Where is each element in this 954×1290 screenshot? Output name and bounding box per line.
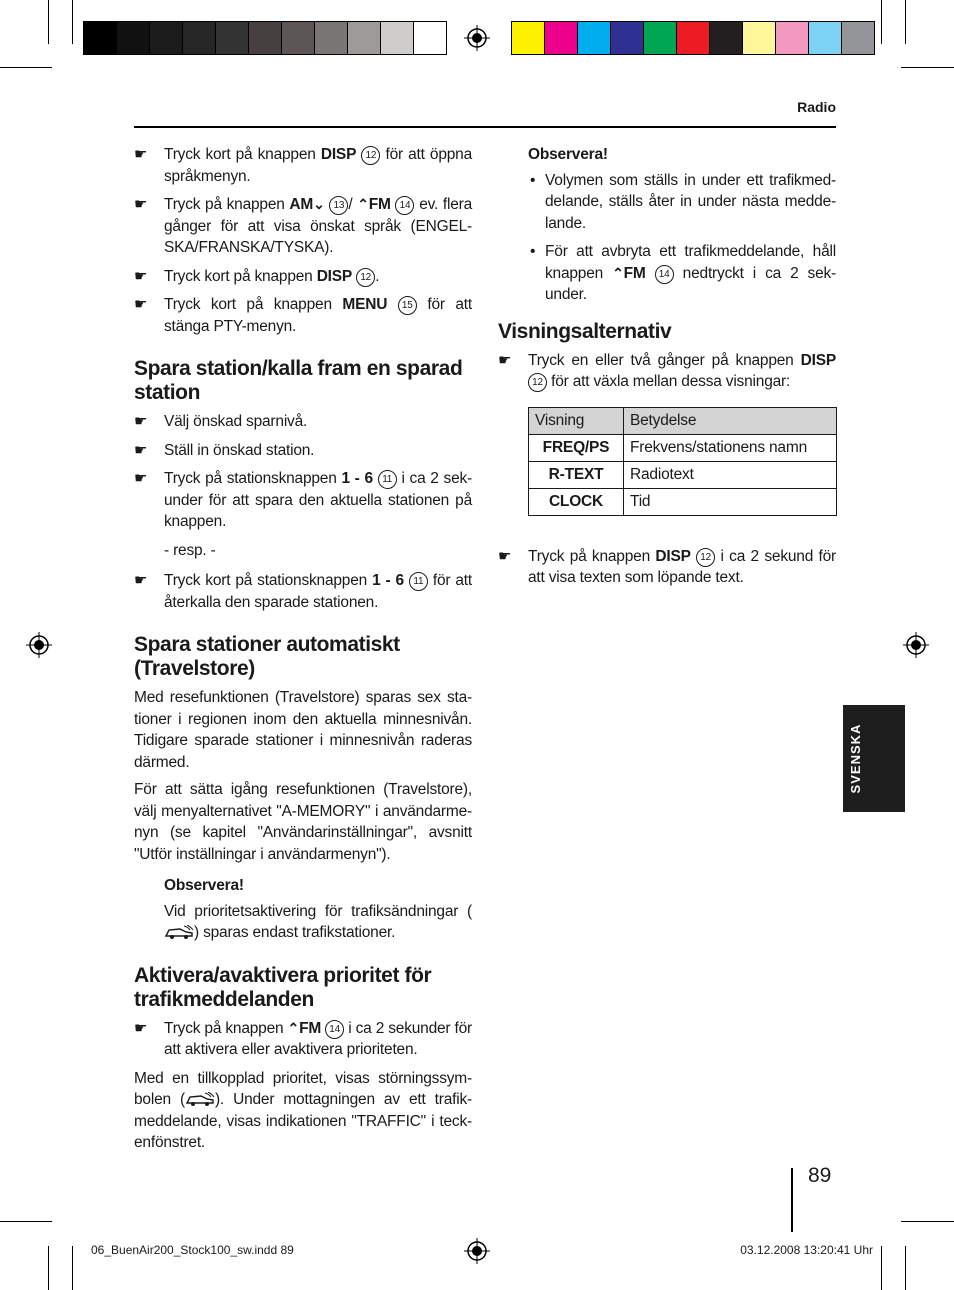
button-number: 11 (378, 470, 397, 489)
registration-mark-icon (26, 632, 52, 658)
note-box (134, 875, 472, 944)
arrow-up-icon: ⌃ (357, 196, 369, 212)
traffic-car-icon (185, 1092, 215, 1106)
heading-traffic-priority: Aktivera/avaktivera prioritet för trafikmeddelanden (134, 963, 432, 1011)
color-swatch (84, 22, 117, 54)
color-swatch (611, 22, 644, 54)
arrow-up-icon: ⌃ (612, 264, 624, 281)
color-swatch (216, 22, 249, 54)
instruction-item: ☛ Tryck på knappen AM⌄ 13 / ⌃FM 14 ev. flera gånger för att visa önskat språk (ENGEL-SKA/FRANSKA/TYSKA). (134, 196, 473, 256)
crop-mark (48, 1246, 49, 1290)
color-swatch (381, 22, 414, 54)
instruction-item: ☛ Tryck på knappen DISP 12 i ca 2 sekund för att visa texten som löpande text. (498, 547, 837, 586)
header-rule (134, 126, 836, 128)
color-swatch (809, 22, 842, 54)
hand-pointing-icon: ☛ (498, 547, 512, 565)
color-swatch (117, 22, 150, 54)
color-swatch (776, 22, 809, 54)
left-column (134, 144, 472, 1160)
crop-mark (72, 1246, 73, 1290)
heading-store-station: Spara station/kalla fram en sparad station (134, 357, 463, 404)
heading-display-options: Visningsalternativ (498, 319, 672, 343)
color-swatch (842, 22, 874, 54)
instruction-item: ☛ Tryck på knappen ⌃FM 14 i ca 2 sekunder för att aktivera eller avaktivera prioriteten. (134, 1019, 472, 1058)
crop-mark (48, 0, 49, 44)
button-number: 11 (409, 572, 428, 591)
description-cell: Radiotext (624, 461, 837, 488)
color-swatch (743, 22, 776, 54)
hand-pointing-icon: ☛ (134, 441, 148, 459)
color-swatch (578, 22, 611, 54)
paragraph: Med resefunktionen (Travelstore) sparas sex sta-tioner i regionen inom den aktuella minnesnivån. Tidigare sparade stationer i minnesnivån raderas därmed. (134, 689, 472, 771)
crop-mark (901, 67, 954, 68)
instruction-item: ☛ Tryck kort på stationsknappen 1 - 6 11 för att återkalla den sparade stationen. (134, 572, 473, 611)
instruction-item: ☛ Ställ in önskad station. (134, 441, 315, 459)
button-number: 14 (655, 265, 674, 284)
color-swatch (545, 22, 578, 54)
arrow-down-icon: ⌄ (313, 196, 325, 212)
button-number: 12 (356, 268, 375, 287)
crop-mark (881, 0, 882, 44)
hand-pointing-icon: ☛ (134, 146, 148, 163)
hand-pointing-icon: ☛ (134, 572, 148, 589)
mode-cell: CLOCK (529, 488, 624, 515)
color-swatch (677, 22, 710, 54)
color-swatch (315, 22, 348, 54)
hand-pointing-icon: ☛ (134, 196, 148, 213)
mode-cell: FREQ/PS (529, 434, 624, 461)
hand-pointing-icon: ☛ (134, 470, 148, 487)
color-swatch (512, 22, 545, 54)
note-box (498, 144, 836, 306)
button-number: 14 (325, 1020, 344, 1039)
color-swatch (348, 22, 381, 54)
heading-travelstore: Spara stationer automatiskt (Travelstore) (134, 633, 400, 680)
list-item: • Volymen som ställs in under ett trafikmed-delande, ställs åter in under nästa medde-lande. (530, 171, 836, 232)
column-header: Betydelse (624, 407, 837, 434)
button-number: 12 (361, 146, 380, 165)
right-column (498, 144, 836, 596)
instruction-item: ☛ Tryck en eller två gånger på knappen DISP 12 för att växla mellan dessa visningar: (498, 351, 836, 390)
note-title: Observera! (528, 146, 608, 163)
section-title: Radio (797, 99, 836, 115)
crop-mark (901, 1221, 954, 1222)
hand-pointing-icon: ☛ (134, 267, 148, 285)
column-header: Visning (529, 407, 624, 434)
color-swatch (710, 22, 743, 54)
button-number: 12 (696, 548, 715, 567)
paragraph: För att sätta igång resefunktionen (Travelstore), välj menyalternativet "A-MEMORY" i användarme-nyn (se kapitel "Användarinställningar", avsnitt "Utför inställningar i användarmenyn"). (134, 781, 472, 863)
hand-pointing-icon: ☛ (134, 296, 148, 313)
color-swatch (150, 22, 183, 54)
list-item: • För att avbryta ett trafikmeddelande, håll knappen ⌃FM 14 nedtryckt i ca 2 sek-under. (530, 243, 836, 303)
instruction-item: ☛ Tryck kort på knappen DISP 12 för att öppna språkmenyn. (134, 146, 473, 185)
button-number: 12 (528, 373, 547, 392)
registration-mark-icon (464, 25, 490, 51)
instruction-item: ☛ Tryck kort på knappen MENU 15 för att stänga PTY-menyn. (134, 296, 472, 335)
arrow-up-icon: ⌃ (287, 1019, 300, 1036)
color-swatch (183, 22, 216, 54)
instruction-item: ☛ Tryck på stationsknappen 1 - 6 11 i ca 2 sek-under för att spara den aktuella stationen på knappen. (134, 470, 473, 530)
hand-pointing-icon: ☛ (134, 413, 148, 430)
crop-mark (0, 1221, 52, 1222)
color-swatch (414, 22, 446, 54)
button-number: 15 (398, 296, 417, 315)
color-swatch (282, 22, 315, 54)
crop-mark (905, 1246, 906, 1290)
hand-pointing-icon: ☛ (134, 1019, 148, 1037)
traffic-car-icon (164, 925, 194, 939)
instruction-item: ☛ Tryck kort på knappen DISP 12 . (134, 267, 380, 285)
table-row (529, 434, 837, 461)
button-number: 13 (329, 196, 348, 215)
color-swatch (644, 22, 677, 54)
resp-text: - resp. - (164, 541, 216, 559)
footer-datetime: 03.12.2008 13:20:41 Uhr (740, 1243, 873, 1257)
registration-mark-icon (464, 1238, 490, 1264)
note-text: Vid prioritetsaktivering för trafiksändningar () sparas endast trafikstationer. (164, 902, 472, 941)
mode-cell: R-TEXT (529, 461, 624, 488)
display-modes-table (528, 407, 837, 516)
registration-mark-icon (903, 632, 929, 658)
language-tab-label: SVENSKA (848, 723, 863, 794)
table-header-row (529, 407, 837, 434)
footer-filename: 06_BuenAir200_Stock100_sw.indd 89 (91, 1243, 294, 1257)
crop-mark (881, 1246, 882, 1290)
table-row (529, 461, 837, 488)
grayscale-color-bar (83, 21, 447, 55)
crop-mark (72, 0, 73, 44)
instruction-item: ☛ Välj önskad sparnivå. (134, 413, 308, 430)
hand-pointing-icon: ☛ (498, 351, 512, 369)
table-row (529, 488, 837, 515)
color-swatch (249, 22, 282, 54)
note-title: Observera! (164, 877, 244, 894)
crop-mark (905, 0, 906, 44)
process-color-bar (511, 21, 875, 55)
description-cell: Frekvens/stationens namn (624, 434, 837, 461)
page-number: 89 (808, 1164, 832, 1187)
button-number: 14 (395, 196, 414, 215)
paragraph: Med en tillkopplad prioritet, visas störningssym-bolen ( ). Under mottagningen av ett trafik-meddelande, visas indikationen "TRAFFIC" i teck-enfönstret. (134, 1069, 472, 1151)
description-cell: Tid (624, 488, 837, 515)
crop-mark (0, 67, 52, 68)
page-number-rule (791, 1168, 793, 1232)
language-tab (843, 705, 905, 812)
